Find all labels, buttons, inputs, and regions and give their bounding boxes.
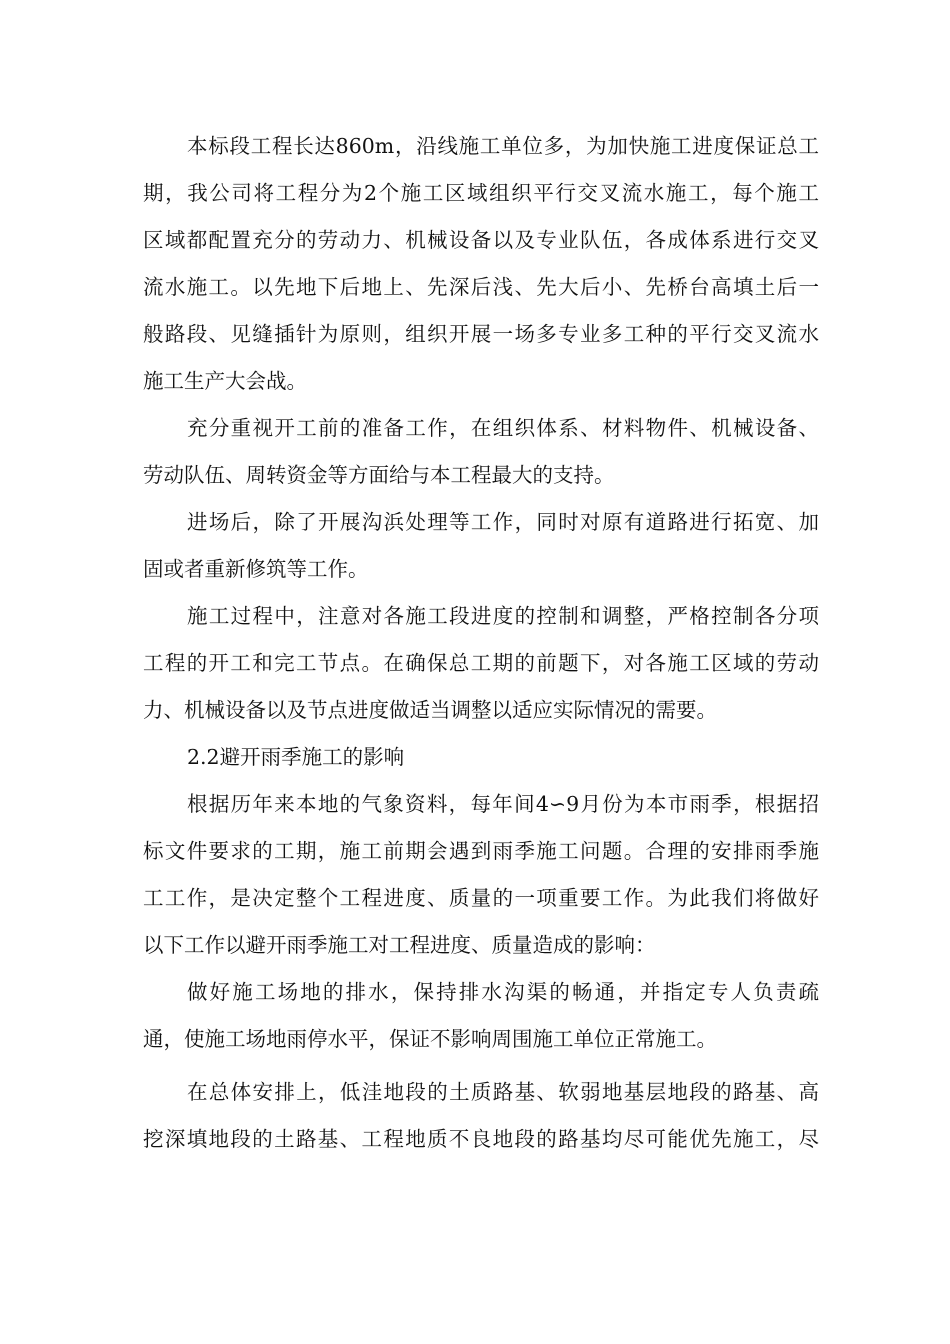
document-body: [143, 123, 819, 1163]
paragraph-2-line-2: 劳动队伍、周转资金等方面给与本工程最大的支持。: [143, 463, 615, 487]
paragraph-5-line-2: 标文件要求的工期，施工前期会遇到雨季施工问题。合理的安排雨季施: [143, 839, 819, 863]
paragraph-5-line-3: 工工作，是决定整个工程进度、质量的一项重要工作。为此我们将做好: [143, 886, 819, 910]
paragraph-1-line-5: 般路段、见缝插针为原则，组织开展一场多专业多工种的平行交叉流水: [143, 322, 819, 346]
paragraph-6-line-1: 做好施工场地的排水，保持排水沟渠的畅通，并指定专人负责疏: [187, 980, 819, 1004]
paragraph-5-line-4: 以下工作以避开雨季施工对工程进度、质量造成的影响：: [143, 933, 656, 957]
paragraph-4-line-1: 施工过程中，注意对各施工段进度的控制和调整，严格控制各分项: [187, 604, 819, 628]
paragraph-2-line-1: 充分重视开工前的准备工作，在组织体系、材料物件、机械设备、: [187, 416, 819, 440]
paragraph-1-line-4: 流水施工。以先地下后地上、先深后浅、先大后小、先桥台高填土后一: [143, 275, 819, 299]
paragraph-4-line-3: 力、机械设备以及节点进度做适当调整以适应实际情况的需要。: [143, 698, 717, 722]
paragraph-7-line-2: 挖深填地段的土路基、工程地质不良地段的路基均尽可能优先施工，尽: [143, 1127, 819, 1151]
paragraph-6-line-2: 通，使施工场地雨停水平，保证不影响周围施工单位正常施工。: [143, 1027, 717, 1051]
paragraph-7-line-1: 在总体安排上，低洼地段的土质路基、软弱地基层地段的路基、高: [187, 1080, 819, 1104]
paragraph-3-line-1: 进场后，除了开展沟浜处理等工作，同时对原有道路进行拓宽、加: [187, 510, 819, 534]
paragraph-1-line-2: 期，我公司将工程分为2个施工区域组织平行交叉流水施工，每个施工: [143, 181, 819, 205]
paragraph-1-line-1: 本标段工程长达860m，沿线施工单位多，为加快施工进度保证总工: [187, 134, 819, 158]
paragraph-5-line-1: 根据历年来本地的气象资料，每年间4∽9月份为本市雨季，根据招: [187, 792, 819, 816]
paragraph-1-line-3: 区域都配置充分的劳动力、机械设备以及专业队伍，各成体系进行交叉: [143, 228, 819, 252]
section-heading: 2.2避开雨季施工的影响: [187, 745, 405, 769]
paragraph-3-line-2: 固或者重新修筑等工作。: [143, 557, 369, 581]
paragraph-1-line-6: 施工生产大会战。: [143, 369, 307, 393]
paragraph-4-line-2: 工程的开工和完工节点。在确保总工期的前题下，对各施工区域的劳动: [143, 651, 819, 675]
